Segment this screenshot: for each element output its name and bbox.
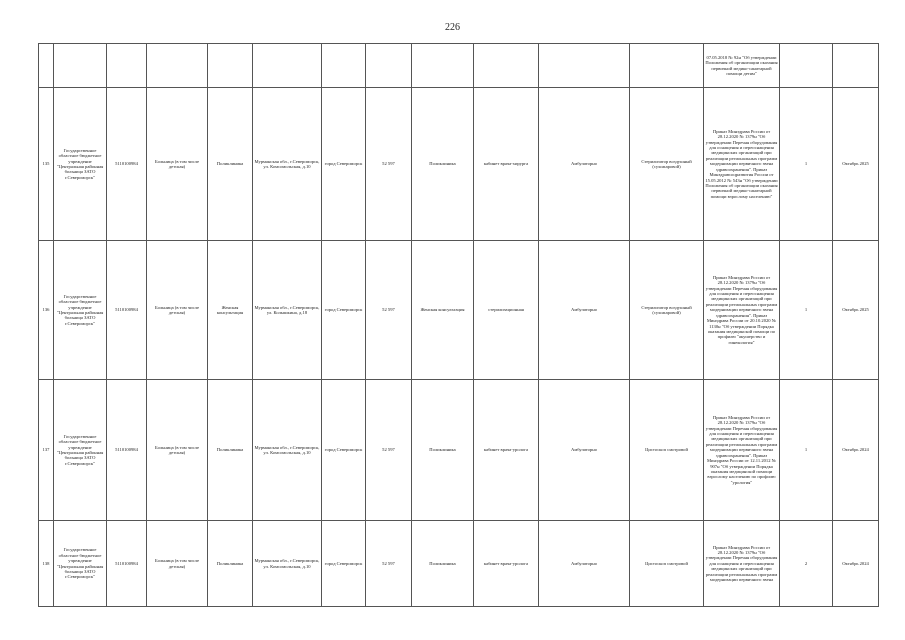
room-cell: кабинет врача-уролога bbox=[474, 380, 539, 521]
date-cell: Октябрь 2025 bbox=[833, 88, 879, 241]
room-cell: кабинет врача-уролога bbox=[474, 521, 539, 607]
care-cell: Амбулаторно bbox=[539, 380, 630, 521]
branch-cell: Поликлиника bbox=[412, 521, 474, 607]
row-number: 138 bbox=[39, 521, 54, 607]
inn-cell: 5110100984 bbox=[107, 88, 147, 241]
table-row bbox=[39, 380, 879, 521]
city-cell: город Североморск bbox=[322, 241, 366, 380]
oktmo-cell: 52 597 bbox=[366, 380, 412, 521]
room-cell: кабинет врача-хирурга bbox=[474, 88, 539, 241]
date-cell: Октябрь 2024 bbox=[833, 380, 879, 521]
organization-cell: Государственное областное бюджетное учреждение "Центральная районная больница ЗАТО г.Североморск" bbox=[54, 88, 107, 241]
org-type-cell: Больница (в том числе детская) bbox=[147, 88, 208, 241]
room-cell: стерилизационная bbox=[474, 241, 539, 380]
branch-cell: Женская консультация bbox=[412, 241, 474, 380]
address-cell: Мурманская обл., г.Североморск, ул. Комсомольская, д.10 bbox=[253, 521, 322, 607]
date-cell: Октябрь 2025 bbox=[833, 241, 879, 380]
unit-cell: Женская консультация bbox=[208, 241, 253, 380]
branch-cell: Поликлиника bbox=[412, 88, 474, 241]
page-number: 226 bbox=[445, 22, 460, 33]
equipment-cell: Стерилизатор воздушный (сухожаровой) bbox=[630, 241, 704, 380]
table-row bbox=[39, 521, 879, 607]
care-cell: Амбулаторно bbox=[539, 521, 630, 607]
legal-basis-cell: Приказ Минздрава России от 28.12.2020 № 1379н "Об утверждении Перечня оборудования для оснащения и переоснащения медицинских организаций при реализации региональных программ модернизации первичного звена здравоохранения". Приказ Минздравсоцразвития России от 15.05.2012 № 543н "Об утверждении Положения об организации оказания первичной медико-санитарной помощи взрослому населению" bbox=[704, 88, 780, 241]
inn-cell: 5110100984 bbox=[107, 521, 147, 607]
oktmo-cell: 52 597 bbox=[366, 521, 412, 607]
city-cell: город Североморск bbox=[322, 380, 366, 521]
equipment-cell: Цистоскоп смотровой bbox=[630, 521, 704, 607]
table-row bbox=[39, 241, 879, 380]
unit-cell: Поликлиника bbox=[208, 380, 253, 521]
legal-basis-cell: Приказ Минздрава России от 28.12.2020 № 1379н "Об утверждении Перечня оборудования для оснащения и переоснащения медицинских организаций при реализации региональных программ модернизации первичного звена bbox=[704, 521, 780, 607]
organization-cell: Государственное областное бюджетное учреждение "Центральная районная больница ЗАТО г.Североморск" bbox=[54, 380, 107, 521]
quantity-cell: 1 bbox=[780, 380, 833, 521]
row-number: 135 bbox=[39, 88, 54, 241]
address-cell: Мурманская обл., г.Североморск, ул. Колышкина, д.18 bbox=[253, 241, 322, 380]
care-cell: Амбулаторно bbox=[539, 88, 630, 241]
legal-basis-cell: Приказ Минздрава России от 28.12.2020 № 1379н "Об утверждении Перечня оборудования для оснащения и переоснащения медицинских организаций при реализации региональных программ модернизации первичного звена здравоохранения". Приказ Минздрава России от 12.11.2012 № 907н "Об утверждении Порядка оказания медицинской помощи взрослому населению по профилю "урология" bbox=[704, 380, 780, 521]
unit-cell: Поликлиника bbox=[208, 88, 253, 241]
equipment-cell: Стерилизатор воздушный (сухожаровой) bbox=[630, 88, 704, 241]
oktmo-cell: 52 597 bbox=[366, 241, 412, 380]
branch-cell: Поликлиника bbox=[412, 380, 474, 521]
city-cell: город Североморск bbox=[322, 88, 366, 241]
org-type-cell: Больница (в том числе детская) bbox=[147, 521, 208, 607]
org-type-cell: Больница (в том числе детская) bbox=[147, 241, 208, 380]
legal-basis-cell: Приказ Минздрава России от 28.12.2020 № 1379н "Об утверждении Перечня оборудования для оснащения и переоснащения медицинских организаций при реализации региональных программ модернизации первичного звена здравоохранения". Приказ Минздрава России от 20.10.2020 № 1130н "Об утверждении Порядка оказания медицинской помощи по профилю "акушерство и гинекология" bbox=[704, 241, 780, 380]
row-number: 137 bbox=[39, 380, 54, 521]
quantity-cell: 2 bbox=[780, 521, 833, 607]
address-cell: Мурманская обл., г.Североморск, ул. Комсомольская, д.10 bbox=[253, 380, 322, 521]
organization-cell: Государственное областное бюджетное учреждение "Центральная районная больница ЗАТО г.Североморск" bbox=[54, 521, 107, 607]
legal-basis-cell: 07.05.2018 № 92н "Об утверждении Положения об организации оказания первичной медико-санитарной помощи детям" bbox=[704, 44, 780, 88]
table-row bbox=[39, 88, 879, 241]
row-number: 136 bbox=[39, 241, 54, 380]
table-row-continued bbox=[39, 44, 879, 88]
oktmo-cell: 52 597 bbox=[366, 88, 412, 241]
care-cell: Амбулаторно bbox=[539, 241, 630, 380]
unit-cell: Поликлиника bbox=[208, 521, 253, 607]
quantity-cell: 1 bbox=[780, 241, 833, 380]
equipment-cell: Цистоскоп смотровой bbox=[630, 380, 704, 521]
date-cell: Октябрь 2024 bbox=[833, 521, 879, 607]
equipment-table bbox=[38, 43, 879, 607]
city-cell: город Североморск bbox=[322, 521, 366, 607]
organization-cell: Государственное областное бюджетное учреждение "Центральная районная больница ЗАТО г.Североморск" bbox=[54, 241, 107, 380]
quantity-cell: 1 bbox=[780, 88, 833, 241]
org-type-cell: Больница (в том числе детская) bbox=[147, 380, 208, 521]
address-cell: Мурманская обл., г.Североморск, ул. Комсомольская, д.10 bbox=[253, 88, 322, 241]
inn-cell: 5110100984 bbox=[107, 380, 147, 521]
inn-cell: 5110100984 bbox=[107, 241, 147, 380]
